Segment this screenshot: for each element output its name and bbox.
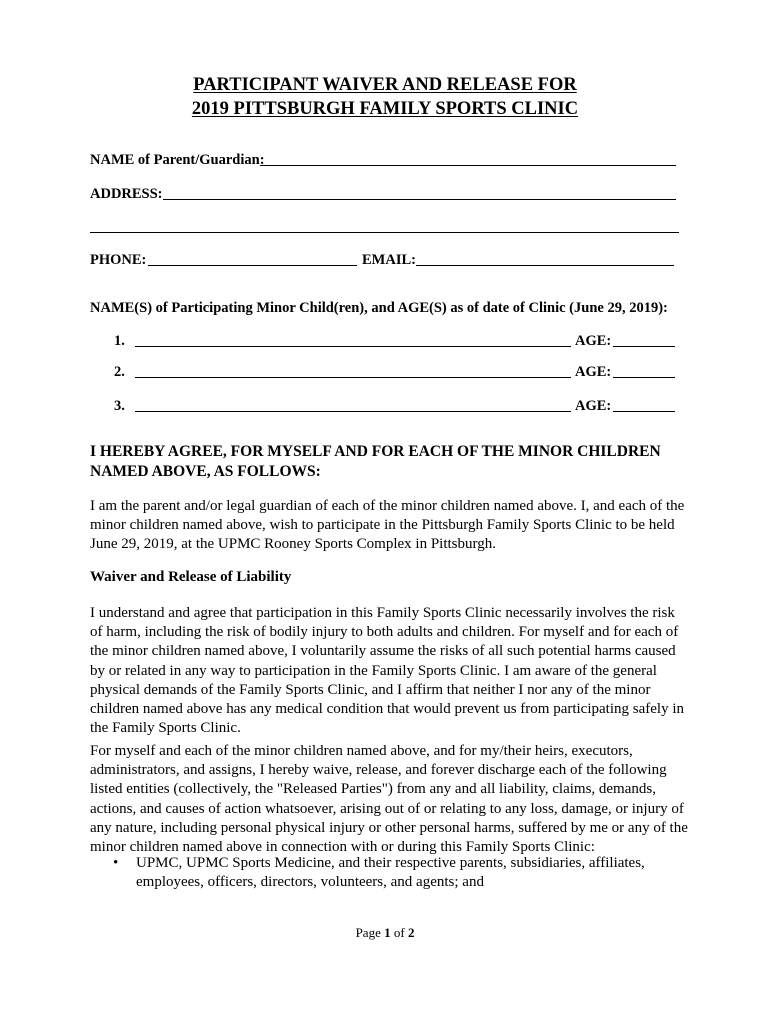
parent-name-field[interactable] xyxy=(260,165,676,166)
address-field-line-2[interactable] xyxy=(90,232,679,233)
page-current: 1 xyxy=(384,925,391,940)
child-age-label: AGE: xyxy=(575,364,612,380)
children-prompt: NAME(S) of Participating Minor Child(ren), and AGE(S) as of date of Clinic (June 29, 2019): xyxy=(90,300,668,316)
address-label: ADDRESS: xyxy=(90,186,163,202)
child-age-label: AGE: xyxy=(575,333,612,349)
child-number: 2. xyxy=(114,364,125,380)
released-parties-list xyxy=(113,854,693,892)
page-footer xyxy=(0,925,770,941)
child-name-field[interactable] xyxy=(135,377,571,378)
child-age-label: AGE: xyxy=(575,398,612,414)
email-label: EMAIL: xyxy=(362,252,416,268)
waiver-paragraph-2: For myself and each of the minor children named above, and for my/their heirs, executors, administrators, and assigns, I hereby waive, release, and forever discharge each of the following listed entities (collectively, the "Released Parties") from any and all liability, claims, demands, actions, and causes of action whatsoever, arising out of or relating to any loss, damage, or injury of any nature, including personal physical injury or other personal harms, suffered by me or any of the minor children named above in connection with or during this Family Sports Clinic: xyxy=(90,743,688,856)
intro-paragraph: I am the parent and/or legal guardian of each of the minor children named above. I, and each of the minor children named above, wish to participate in the Pittsburgh Family Sports Clinic to be held June 29, 2019, at the UPMC Rooney Sports Complex in Pittsburgh. xyxy=(90,498,685,553)
agreement-heading: I HEREBY AGREE, FOR MYSELF AND FOR EACH OF THE MINOR CHILDREN NAMED ABOVE, AS FOLLOWS: xyxy=(90,443,661,480)
page-prefix: Page xyxy=(355,925,381,940)
child-number: 3. xyxy=(114,398,125,414)
document-title xyxy=(0,73,770,121)
parent-name-label: NAME of Parent/Guardian: xyxy=(90,152,265,168)
child-age-field[interactable] xyxy=(613,377,675,378)
waiver-heading: Waiver and Release of Liability xyxy=(90,569,292,585)
waiver-paragraph-1: I understand and agree that participation in this Family Sports Clinic necessarily involves the risk of harm, including the risk of bodily injury to both adults and children. For myself and for each of the minor children named above, I voluntarily assume the risks of all such potential harms caused by or related in any way to participation in the Family Sports Clinic. I am aware of the general physical demands of the Family Sports Clinic, and I affirm that neither I nor any of the minor children named above has any medical condition that would prevent us from participating safely in the Family Sports Clinic. xyxy=(90,605,684,737)
page-total: 2 xyxy=(407,925,415,940)
phone-field[interactable] xyxy=(148,265,357,266)
child-number: 1. xyxy=(114,333,125,349)
child-name-field[interactable] xyxy=(135,346,571,347)
email-field[interactable] xyxy=(416,265,674,266)
child-age-field[interactable] xyxy=(613,411,675,412)
address-field[interactable] xyxy=(163,199,676,200)
phone-label: PHONE: xyxy=(90,252,147,268)
bullet-icon: • xyxy=(113,855,119,871)
title-line-1: PARTICIPANT WAIVER AND RELEASE FOR xyxy=(193,75,577,95)
page-of: of xyxy=(393,925,405,940)
title-line-2: 2019 PITTSBURGH FAMILY SPORTS CLINIC xyxy=(191,99,579,119)
child-age-field[interactable] xyxy=(613,346,675,347)
list-item xyxy=(113,854,693,892)
list-item-text: UPMC, UPMC Sports Medicine, and their respective parents, subsidiaries, affiliates, employees, officers, directors, volunteers, and agents; and xyxy=(136,855,645,891)
child-name-field[interactable] xyxy=(135,411,571,412)
